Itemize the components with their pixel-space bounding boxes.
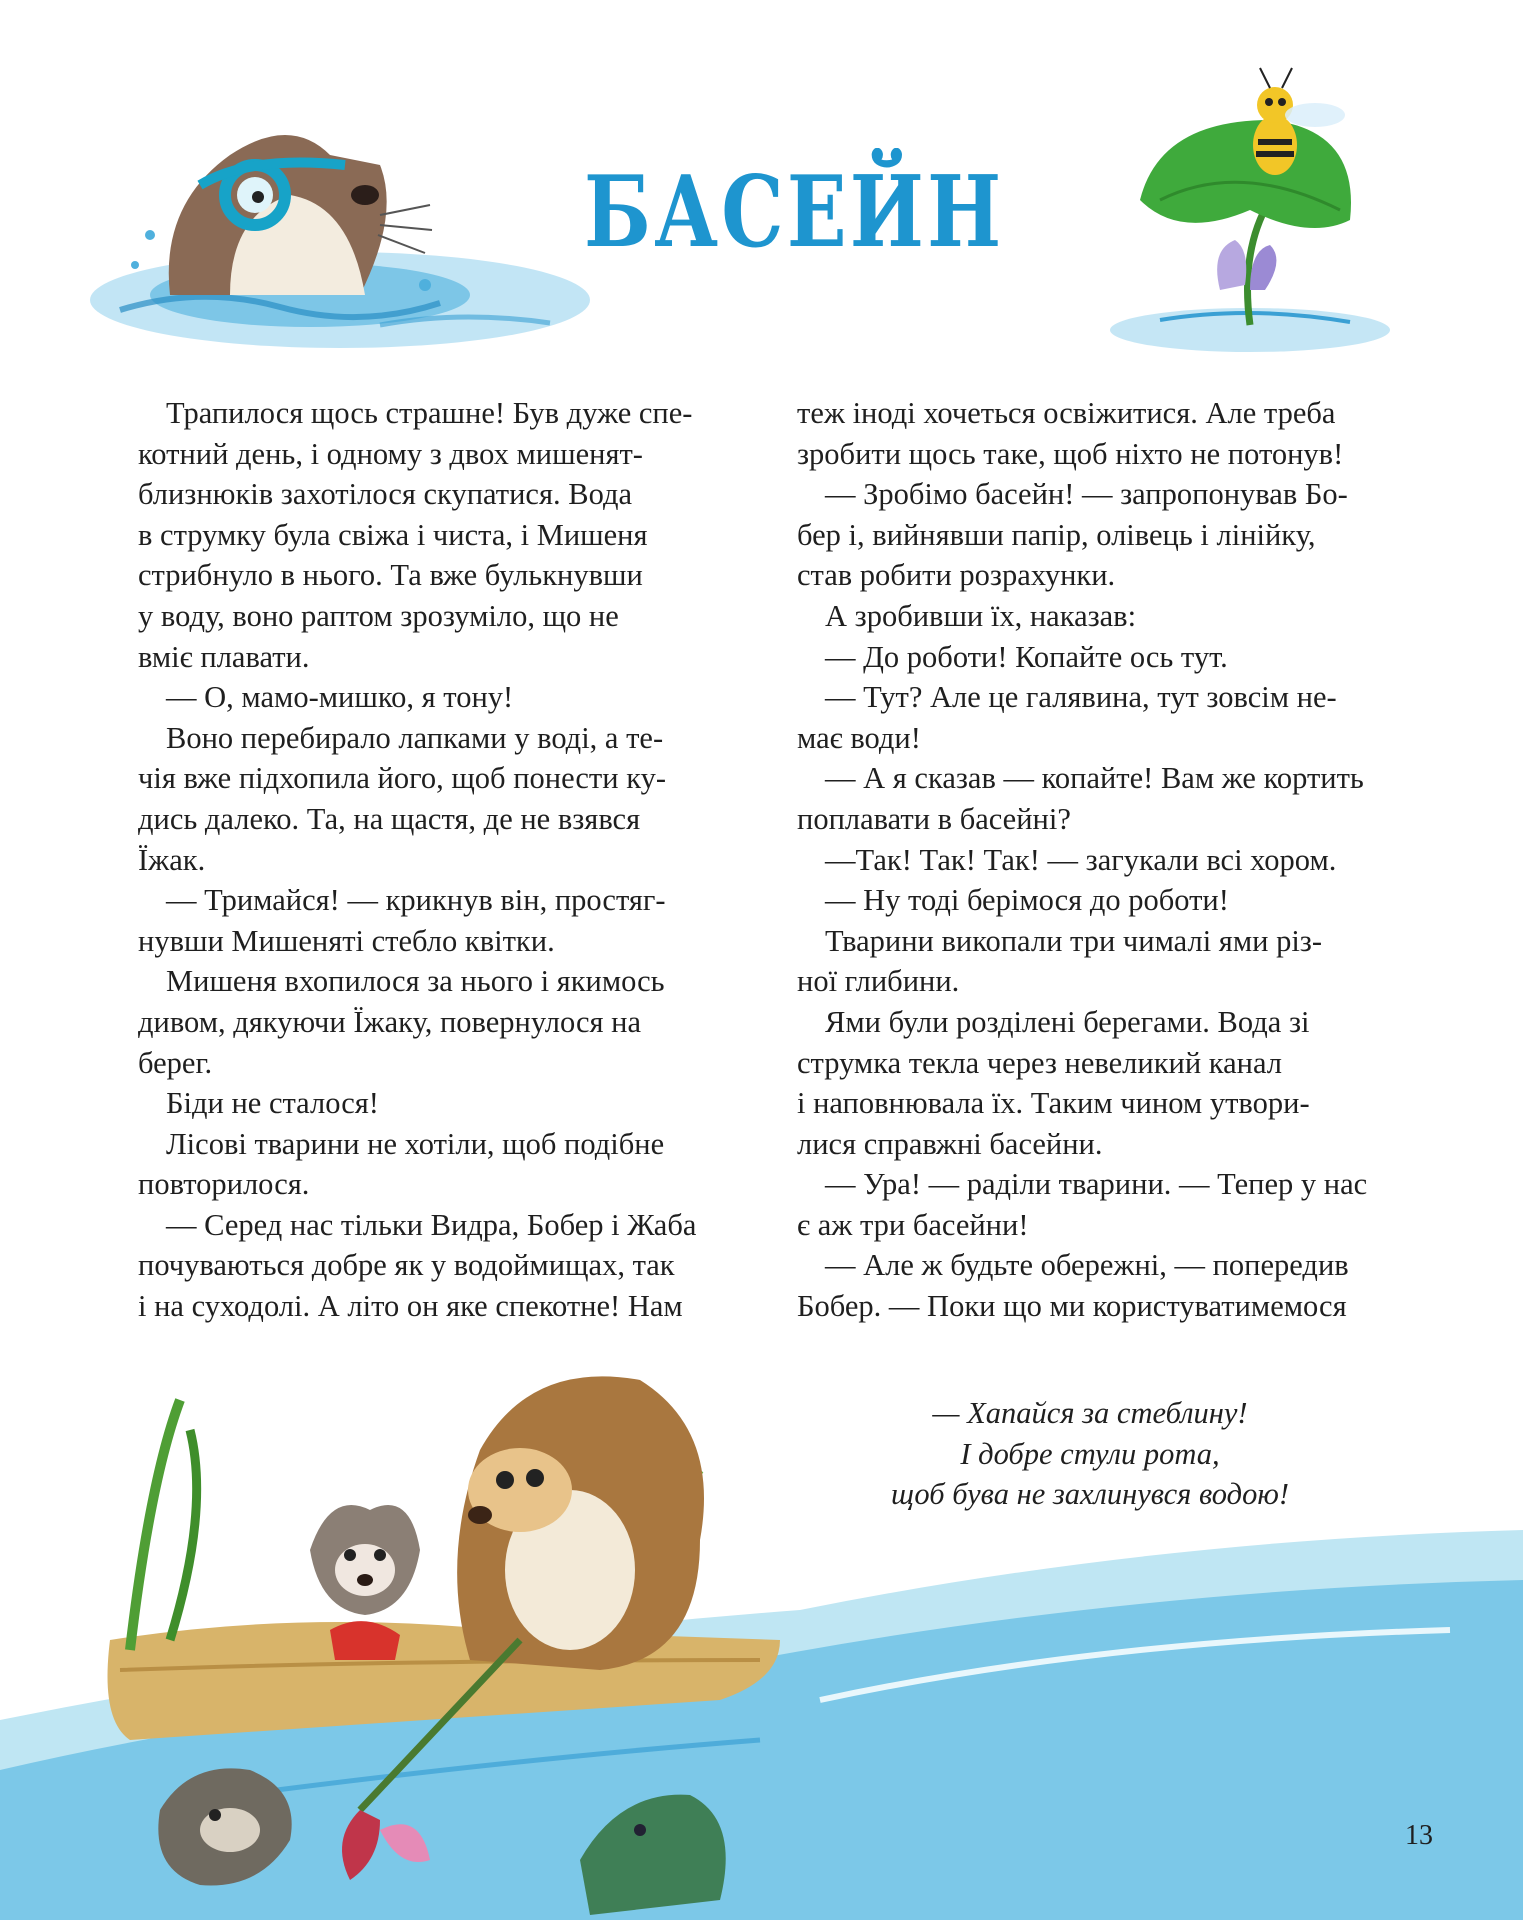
bee-illustration xyxy=(1100,50,1400,370)
paragraph-continuation: теж іноді хочеться освіжитися. Але треба зробити щось таке, щоб ніхто не потонув! xyxy=(797,396,1344,471)
paragraph: — Ура! — раділи тварини. — Тепер у нас є аж три басейни! xyxy=(797,1167,1368,1242)
hedgehog-and-mice-illustration xyxy=(0,1340,1523,1920)
paragraph: — Тримайся! — крикнув він, простяг- нувши Мишеняті стебло квітки. xyxy=(138,883,666,958)
paragraph: Трапилося щось страшне! Був дуже спе- котний день, і одному з двох мишенят- близнюків захотілося скупатися. Вода в струмку була свіжа і чиста, і Мишеня стрибнуло в нього. Та вже булькнувши у воду, воно раптом зрозуміло, що не вміє плавати. xyxy=(138,396,693,674)
paragraph: —Так! Так! Так! — загукали всі хором. xyxy=(825,842,1337,877)
paragraph: Ями були розділені берегами. Вода зі струмка текла через невеликий канал і наповнювала їх. Таким чином утвори- лися справжні басейни. xyxy=(797,1004,1310,1161)
paragraph: Мишеня вхопилося за нього і якимось дивом, дякуючи Їжаку, повернулося на берег. xyxy=(138,964,665,1080)
paragraph: Лісові тварини не хотіли, щоб подібне повторилося. xyxy=(138,1126,665,1202)
paragraph: — А я сказав — копайте! Вам же кортить поплавати в басейні? xyxy=(797,761,1364,836)
paragraph: Тварини викопали три чималі ями різ- ної глибини. xyxy=(797,923,1323,999)
paragraph: — Ну тоді берімося до роботи! xyxy=(825,883,1229,918)
paragraph: — О, мамо-мишко, я тону! xyxy=(166,680,514,715)
caption-line: — Хапайся за стеблину! xyxy=(932,1396,1248,1430)
page-number: 13 xyxy=(1405,1820,1433,1851)
paragraph: — Але ж будьте обережні, — попередив Бобер. — Поки що ми користуватимемося xyxy=(797,1248,1349,1324)
page-title: БАСЕЙН xyxy=(584,155,1005,270)
right-text-column xyxy=(797,393,1377,1327)
caption-line: щоб бува не захлинувся водою! xyxy=(891,1477,1289,1512)
paragraph: Біди не сталося! xyxy=(166,1086,379,1121)
paragraph: — Тут? Але це галявина, тут зовсім не- має води! xyxy=(797,680,1337,755)
paragraph: Воно перебирало лапками у воді, а те- чія вже підхопила його, щоб понести ку- дись далеко. Та, на щастя, де не взявся Їжак. xyxy=(138,720,667,877)
otter-illustration xyxy=(80,95,640,355)
left-text-column xyxy=(138,393,718,1327)
paragraph: А зробивши їх, наказав: xyxy=(825,598,1137,633)
caption-line: І добре стули рота, xyxy=(960,1436,1220,1471)
paragraph: — Зробімо басейн! — запропонував Бо- бер і, вийнявши папір, олівець і лінійку, став робити розрахунки. xyxy=(797,477,1348,593)
paragraph: — До роботи! Копайте ось тут. xyxy=(825,639,1228,674)
paragraph: — Серед нас тільки Видра, Бобер і Жаба почуваються добре як у водоймищах, так і на суходолі. А літо он яке спекотне! Нам xyxy=(138,1207,697,1324)
